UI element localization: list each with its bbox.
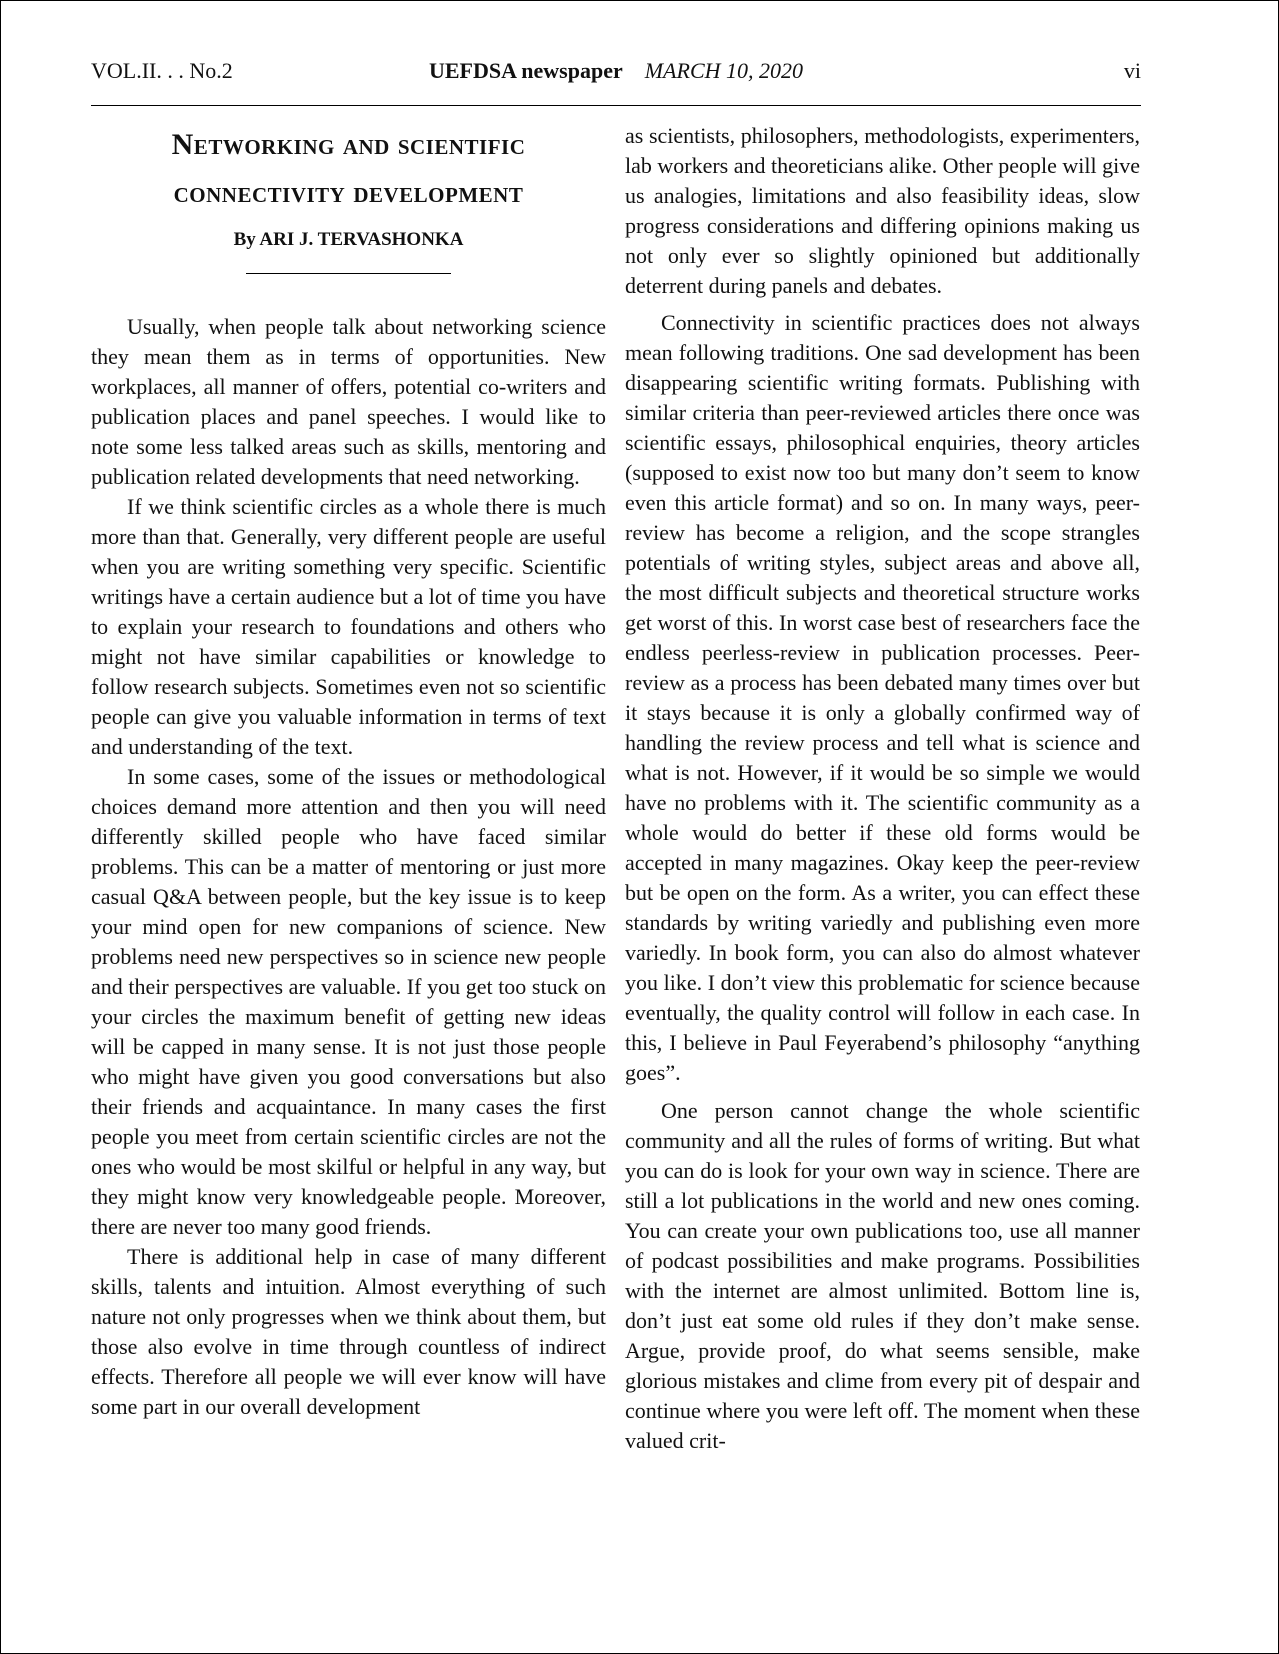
paragraph: Usually, when people talk about networking science they mean them as in terms of opportunities. New workplaces, all manner of offers, potential co-writers and publication places and panel speeches. I would like to note some less talked areas such as skills, mentoring and publication related developments that need networking. xyxy=(91,314,606,489)
page-header xyxy=(91,53,1141,89)
paragraph-continued: as scientists, philosophers, methodologists, experimenters, lab workers and theoreticians alike. Other people will give us analogies, limitations and also feasibility ideas, slow progress considerations and differing opinions making us not only ever so slightly opinioned but additionally deterrent during panels and debates. xyxy=(625,123,1140,298)
article-title xyxy=(91,121,606,217)
masthead xyxy=(91,53,1141,89)
page-number: vi xyxy=(1123,58,1141,83)
newspaper-name: UEFDSA newspaper xyxy=(428,58,623,83)
paragraph: One person cannot change the whole scientific community and all the rules of forms of writing. But what you can do is look for your own way in science. There are still a lot publications in the world and new ones coming. You can create your own publications too, use all manner of podcast possibilities and make programs. Possibilities with the internet are almost unlimited. Bottom line is, don’t just eat some old rules if they don’t make sense. Argue, provide proof, do what seems sensible, make glorious mistakes and clime from every pit of despair and continue where you were left off. The moment when these valued crit- xyxy=(625,1098,1140,1453)
byline: By ARI J. TERVASHONKA xyxy=(233,229,464,250)
paragraph: There is additional help in case of many different skills, talents and intuition. Almost everything of such nature not only progresses when we think about them, but those also evolve in time through countless of indirect effects. Therefore all people we will ever know will have some part in our overall development xyxy=(91,1244,606,1419)
left-column xyxy=(91,121,606,1422)
paragraph: If we think scientific circles as a whole there is much more than that. Generally, very different people are useful when you are writing something very specific. Scientific writings have a certain audience but a lot of time you have to explain your research to foundations and others who might not have similar capabilities or knowledge to follow research subjects. Sometimes even not so scientific people can give you valuable information in terms of text and understanding of the text. xyxy=(91,494,606,759)
title-line-1: Networking and scientific xyxy=(171,128,526,161)
paragraph: In some cases, some of the issues or methodological choices demand more attention and then you will need differently skilled people who have faced similar problems. This can be a matter of mentoring or just more casual Q&A between people, but the key issue is to keep your mind open for new companions of science. New problems need new perspectives so in science new people and their perspectives are valuable. If you get too stuck on your circles the maximum benefit of getting new ideas will be capped in many sense. It is not just those people who might have given you good conversations but also their friends and acquaintance. In many cases the first people you meet from certain scientific circles are not the ones who would be most skilful or helpful in any way, but they might know very knowledgeable people. Moreover, there are never too many good friends. xyxy=(91,764,606,1239)
volume-label: VOL.II. . . No.2 xyxy=(91,58,233,83)
issue-date: MARCH 10, 2020 xyxy=(644,58,803,83)
right-column xyxy=(625,121,1140,1456)
title-line-2: connectivity development xyxy=(173,176,524,209)
paragraph: Connectivity in scientific practices does not always mean following traditions. One sad development has been disappearing scientific writing formats. Publishing with similar criteria than peer-reviewed articles there once was scientific essays, philosophical enquiries, theory articles (supposed to exist now too but many don’t seem to know even this article format) and so on. In many ways, peer-review has become a religion, and the scope strangles potentials of writing styles, subject areas and above all, the most difficult subjects and theoretical structure works get worst of this. In worst case best of researchers face the endless peerless-review in publication processes. Peer-review as a process has been debated many times over but it stays because it is only a globally confirmed way of handling the review process and tell what is science and what is not. However, if it would be so simple we would have no problems with it. The scientific community as a whole would do better if these old forms would be accepted in many magazines. Okay keep the peer-review but be open on the form. As a writer, you can effect these standards by writing variedly and publishing even more variedly. In book form, you can also do almost whatever you like. I don’t view this problematic for science because eventually, the quality control will follow in each case. In this, I believe in Paul Feyerabend’s philosophy “anything goes”. xyxy=(625,310,1140,1085)
header-rule xyxy=(91,105,1141,106)
byline-rule xyxy=(246,273,451,274)
